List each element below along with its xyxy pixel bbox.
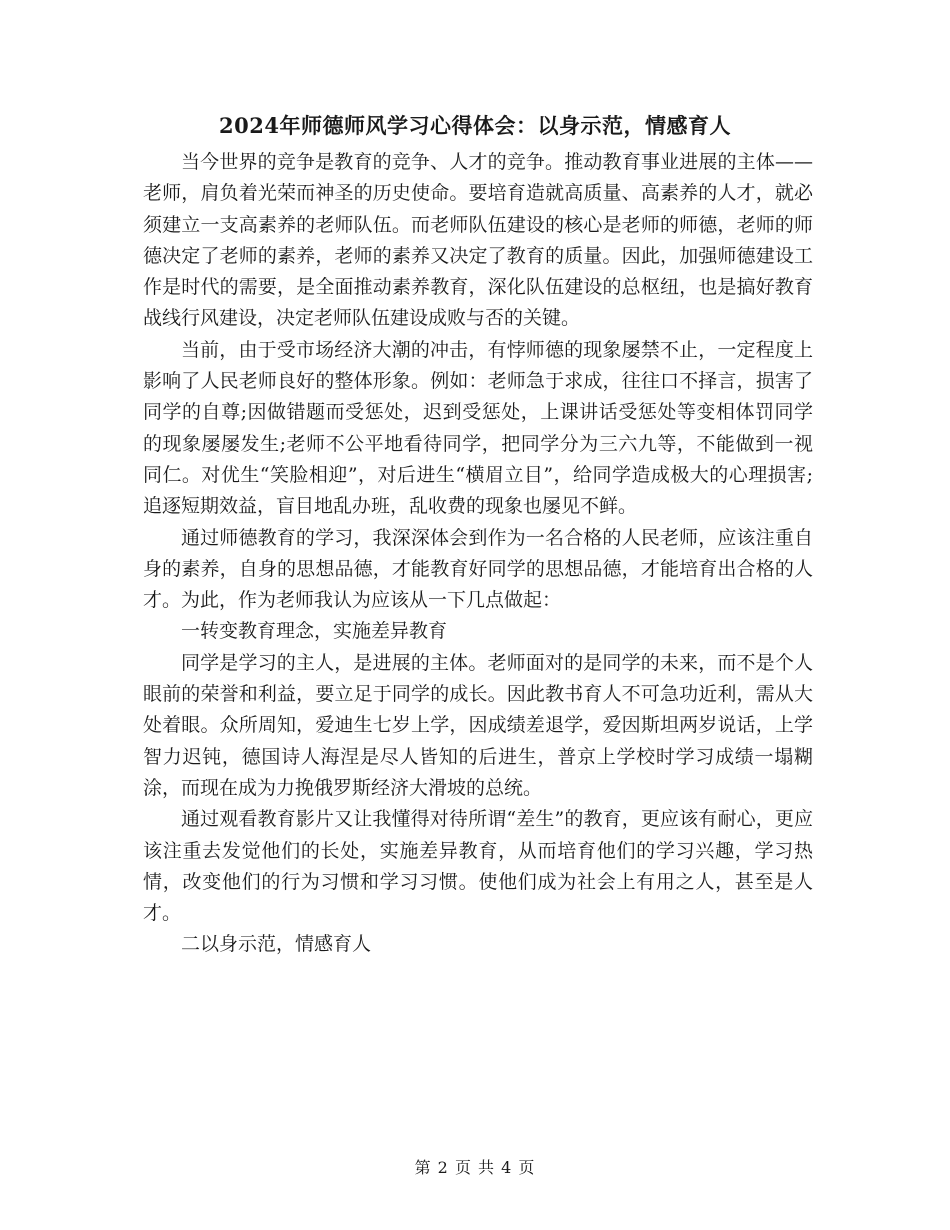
paragraph: 当前，由于受市场经济大潮的冲击，有悖师德的现象屡禁不止，一定程度上影响了人民老师良好的整体形象。例如：老师急于求成，往往口不择言，损害了同学的自尊;因做错题而受惩处，迟到受惩处，上课讲话受惩处等变相体罚同学的现象屡屡发生;老师不公平地看待同学，把同学分为三六九等，不能做到一视同仁。对优生“笑脸相迎”，对后进生“横眉立目”，给同学造成极大的心理损害;追逐短期效益，盲目地乱办班，乱收费的现象也屡见不鲜。 xyxy=(143,338,813,518)
document-title: 2024年师德师风学习心得体会：以身示范，情感育人 xyxy=(219,113,731,138)
paragraph: 同学是学习的主人，是进展的主体。老师面对的是同学的未来，而不是个人眼前的荣誉和利益，要立足于同学的成长。因此教书育人不可急功近利，需从大处着眼。众所周知，爱迪生七岁上学，因成绩差退学，爱因斯坦两岁说话，上学智力迟钝，德国诗人海涅是尽人皆知的后进生，普京上学校时学习成绩一塌糊涂，而现在成为力挽俄罗斯经济大滑坡的总统。 xyxy=(143,651,813,799)
paragraph: 当今世界的竞争是教育的竞争、人才的竞争。推动教育事业进展的主体——老师，肩负着光荣而神圣的历史使命。要培育造就高质量、高素养的人才，就必须建立一支高素养的老师队伍。而老师队伍建设的核心是老师的师德，老师的师德决定了老师的素养，老师的素养又决定了教育的质量。因此，加强师德建设工作是时代的需要，是全面推动素养教育，深化队伍建设的总枢纽，也是搞好教育战线行风建设，决定老师队伍建设成败与否的关键。 xyxy=(143,151,813,330)
section-heading: 一转变教育理念，实施差异教育 xyxy=(181,620,448,643)
document-body xyxy=(143,147,813,961)
paragraph: 通过师德教育的学习，我深深体会到作为一名合格的人民老师，应该注重自身的素养，自身的思想品德，才能教育好同学的思想品德，才能培育出合格的人才。为此，作为老师我认为应该从一下几点做起： xyxy=(143,526,813,612)
section-heading: 二以身示范，情感育人 xyxy=(181,933,372,956)
page-number: 第 2 页 共 4 页 xyxy=(414,1158,536,1177)
paragraph: 通过观看教育影片又让我懂得对待所谓“差生”的教育，更应该有耐心，更应该注重去发觉他们的长处，实施差异教育，从而培育他们的学习兴趣，学习热情，改变他们的行为习惯和学习习惯。使他们成为社会上有用之人，甚至是人才。 xyxy=(143,808,813,925)
